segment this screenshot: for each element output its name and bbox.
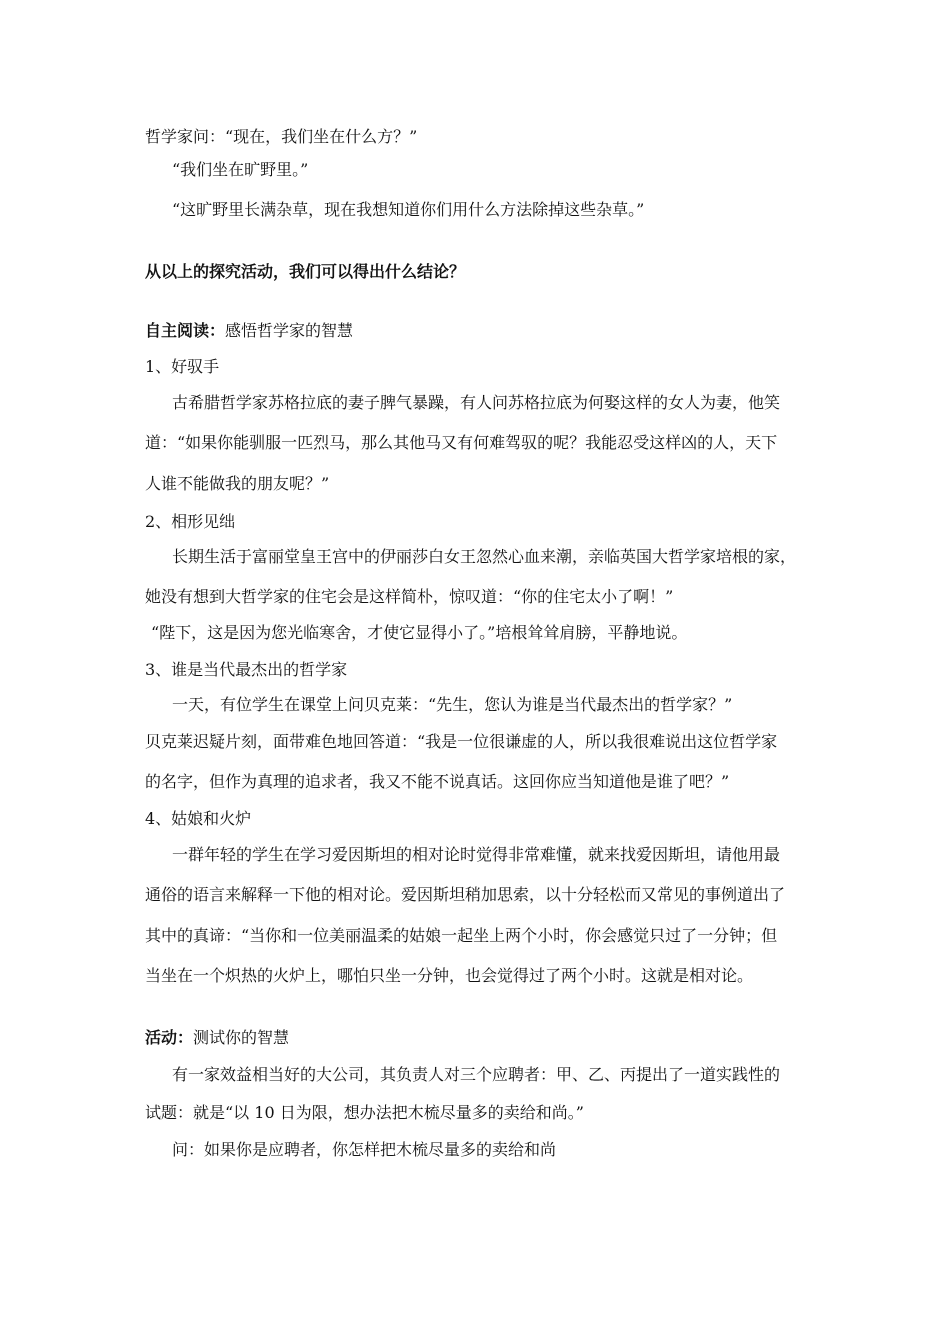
dialogue-line-answer: “我们坐在旷野里。”: [172, 160, 309, 179]
activity-text-line-1: 有一家效益相当好的大公司，其负责人对三个应聘者：甲、乙、丙提出了一道实践性的: [172, 1065, 781, 1084]
story-1-text-line-1: 古希腊哲学家苏格拉底的妻子脾气暴躁，有人问苏格拉底为何娶这样的女人为妻，他笑: [172, 393, 781, 412]
dialogue-line-philosopher-question: 哲学家问：“现在，我们坐在什么方？”: [145, 127, 418, 146]
activity-heading: [145, 1028, 289, 1048]
story-4-text-line-1: 一群年轻的学生在学习爱因斯坦的相对论时觉得非常难懂，就来找爱因斯坦，请他用最: [172, 845, 781, 864]
activity-question: 问：如果你是应聘者，你怎样把木梳尽量多的卖给和尚: [172, 1140, 557, 1159]
story-4-title: 4、姑娘和火炉: [145, 809, 252, 828]
story-1-title: 1、好驭手: [145, 357, 220, 376]
story-3-text-line-2: 贝克莱迟疑片刻，面带难色地回答道：“我是一位很谦虚的人，所以我很难说出这位哲学家: [145, 732, 778, 751]
story-4-text-line-3: 其中的真谛：“当你和一位美丽温柔的姑娘一起坐上两个小时，你会感觉只过了一分钟；但: [145, 926, 778, 945]
activity-text-line-2: 试题：就是“以 10 日为限，想办法把木梳尽量多的卖给和尚。”: [145, 1103, 584, 1122]
reading-section-heading: [145, 321, 353, 341]
story-3-text-line-3: 的名字，但作为真理的追求者，我又不能不说真话。这回你应当知道他是谁了吧？”: [145, 772, 730, 791]
story-4-text-line-4: 当坐在一个炽热的火炉上，哪怕只坐一分钟，也会觉得过了两个小时。这就是相对论。: [145, 966, 754, 985]
story-3-title: 3、谁是当代最杰出的哲学家: [145, 660, 348, 679]
conclusion-question-heading: 从以上的探究活动，我们可以得出什么结论？: [145, 262, 466, 281]
story-2-text-line-1: 长期生活于富丽堂皇王宫中的伊丽莎白女王忽然心血来潮，亲临英国大哲学家培根的家，: [172, 547, 797, 566]
activity-title: 测试你的智慧: [193, 1028, 290, 1047]
dialogue-line-weeds: “这旷野里长满杂草，现在我想知道你们用什么方法除掉这些杂草。”: [172, 200, 645, 219]
story-4-text-line-2: 通俗的语言来解释一下他的相对论。爱因斯坦稍加思索，以十分轻松而又常见的事例道出了: [145, 885, 786, 904]
story-2-title: 2、相形见绌: [145, 512, 236, 531]
reading-section-title: 感悟哲学家的智慧: [225, 321, 354, 340]
story-3-text-line-1: 一天，有位学生在课堂上问贝克莱：“先生，您认为谁是当代最杰出的哲学家？”: [172, 695, 733, 714]
story-2-text-line-3: “陛下，这是因为您光临寒舍，才使它显得小了。”培根耸耸肩膀，平静地说。: [151, 623, 688, 642]
activity-label: 活动：: [145, 1028, 194, 1047]
story-2-text-line-2: 她没有想到大哲学家的住宅会是这样简朴，惊叹道：“你的住宅太小了啊！”: [145, 587, 674, 606]
reading-section-label: 自主阅读：: [145, 321, 226, 340]
story-1-text-line-3: 人谁不能做我的朋友呢？”: [145, 474, 330, 493]
story-1-text-line-2: 道：“如果你能驯服一匹烈马，那么其他马又有何难驾驭的呢？我能忍受这样凶的人，天下: [145, 433, 778, 452]
